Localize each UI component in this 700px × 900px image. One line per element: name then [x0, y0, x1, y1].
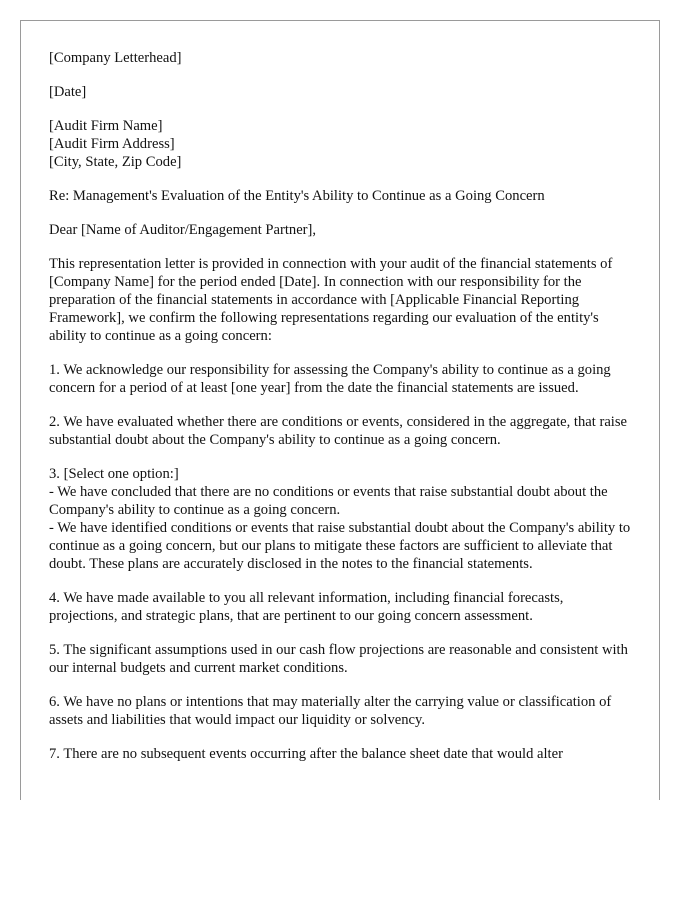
letter-date: [Date] [49, 84, 87, 100]
salutation: Dear [Name of Auditor/Engagement Partner], [49, 222, 317, 238]
representation-item-7: 7. There are no subsequent events occurring after the balance sheet date that would alter [49, 746, 563, 762]
letter-page [20, 20, 660, 800]
representation-item-1: 1. We acknowledge our responsibility for assessing the Company's ability to continue as a going concern for a period of at least [one year] from the date the financial statements are issued. [49, 362, 611, 396]
representation-item-5: 5. The significant assumptions used in our cash flow projections are reasonable and consistent with our internal budgets and current market conditions. [49, 642, 628, 676]
letter-body [49, 49, 633, 779]
audit-firm-name: [Audit Firm Name] [49, 118, 163, 134]
representation-item-3 [49, 465, 633, 573]
representation-item-6: 6. We have no plans or intentions that may materially alter the carrying value or classification of assets and liabilities that would impact our liquidity or solvency. [49, 694, 612, 728]
recipient-address [49, 117, 633, 171]
representation-item-4: 4. We have made available to you all relevant information, including financial forecasts, projections, and strategic plans, that are pertinent to our going concern assessment. [49, 590, 564, 624]
audit-firm-address: [Audit Firm Address] [49, 136, 175, 152]
subject-line: Re: Management's Evaluation of the Entity's Ability to Continue as a Going Concern [49, 188, 545, 204]
item-3-option-a: - We have concluded that there are no conditions or events that raise substantial doubt about the Company's ability to continue as a going concern. [49, 484, 608, 518]
intro-paragraph: This representation letter is provided in connection with your audit of the financial statements of [Company Name] for the period ended [Date]. In connection with our responsibility for the preparation of the financial statements in accordance with [Applicable Financial Reporting Framework], we confirm the following representations regarding our evaluation of the entity's ability to continue as a going concern: [49, 256, 613, 344]
item-3-option-b: - We have identified conditions or events that raise substantial doubt about the Company's ability to continue as a going concern, but our plans to mitigate these factors are sufficient to alleviate that doubt. These plans are accurately disclosed in the notes to the financial statements. [49, 520, 631, 572]
item-3-heading: 3. [Select one option:] [49, 466, 179, 482]
representation-item-2: 2. We have evaluated whether there are conditions or events, considered in the aggregate, that raise substantial doubt about the Company's ability to continue as a going concern. [49, 414, 628, 448]
company-letterhead: [Company Letterhead] [49, 50, 182, 66]
city-state-zip: [City, State, Zip Code] [49, 154, 182, 170]
